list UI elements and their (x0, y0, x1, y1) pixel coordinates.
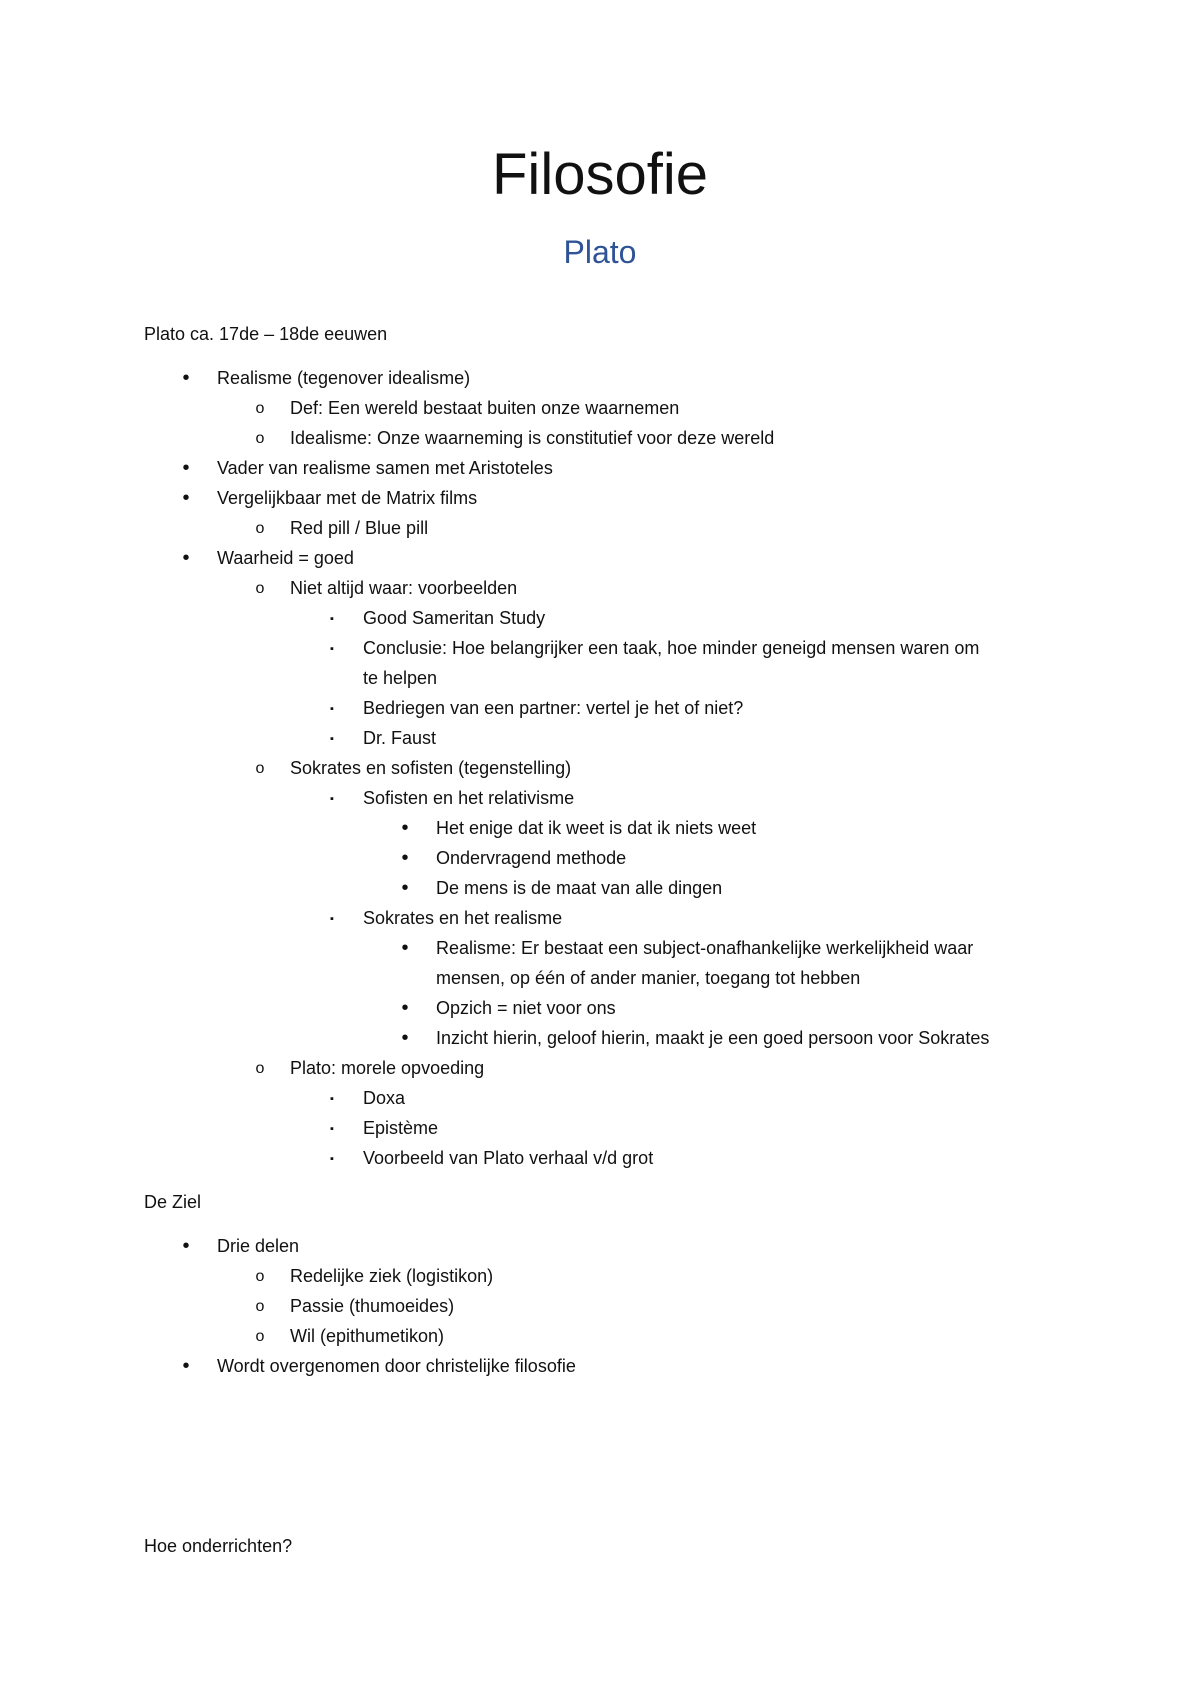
list-item: Niet altijd waar: voorbeelden (290, 578, 518, 598)
square-marker: ▪ (330, 733, 334, 745)
list-item: Passie (thumoeides) (290, 1296, 455, 1316)
list-item: Drie delen (217, 1236, 300, 1256)
list-item: Wil (epithumetikon) (290, 1326, 445, 1346)
section-heading-hoe-onderrichten: Hoe onderrichten? (144, 1536, 293, 1556)
list-item: Inzicht hierin, geloof hierin, maakt je een goed persoon voor Sokrates (436, 1028, 990, 1048)
list-item: Vader van realisme samen met Aristoteles (217, 458, 553, 478)
square-marker: ▪ (330, 703, 334, 715)
list-item: Good Sameritan Study (363, 608, 546, 628)
list-item: Voorbeeld van Plato verhaal v/d grot (363, 1148, 654, 1168)
bullet-marker: • (401, 847, 409, 869)
list-item: Dr. Faust (363, 728, 437, 748)
list-item: Ondervragend methode (436, 848, 627, 868)
list-item: Plato: morele opvoeding (290, 1058, 485, 1078)
circle-marker: o (255, 400, 265, 417)
square-marker: ▪ (330, 793, 334, 805)
list-item: Waarheid = goed (217, 548, 354, 568)
square-marker: ▪ (330, 1123, 334, 1135)
bullet-marker: • (401, 817, 409, 839)
bullet-marker: • (401, 997, 409, 1019)
bullet-marker: • (182, 1235, 190, 1257)
list-item: Opzich = niet voor ons (436, 998, 616, 1018)
intro-paragraph: Plato ca. 17de – 18de eeuwen (144, 324, 388, 344)
circle-marker: o (255, 580, 265, 597)
list-item: Sokrates en sofisten (tegenstelling) (290, 758, 572, 778)
bullet-marker: • (182, 367, 190, 389)
bullet-marker: • (182, 457, 190, 479)
list-item: Idealisme: Onze waarneming is constitutief voor deze wereld (290, 428, 775, 448)
square-marker: ▪ (330, 1153, 334, 1165)
document-subtitle: Plato (563, 234, 637, 270)
list-item: Redelijke ziek (logistikon) (290, 1266, 494, 1286)
list-item: Red pill / Blue pill (290, 518, 429, 538)
list-item: Conclusie: Hoe belangrijker een taak, hoe minder geneigd mensen waren om (363, 638, 980, 658)
circle-marker: o (255, 520, 265, 537)
bullet-marker: • (182, 1355, 190, 1377)
circle-marker: o (255, 1328, 265, 1345)
list-item: Realisme: Er bestaat een subject-onafhankelijke werkelijkheid waar (436, 938, 974, 958)
list-item: Wordt overgenomen door christelijke filosofie (217, 1356, 576, 1376)
list-item: Realisme (tegenover idealisme) (217, 368, 471, 388)
section-heading-de-ziel: De Ziel (144, 1192, 202, 1212)
bullet-marker: • (401, 937, 409, 959)
document-title: Filosofie (492, 142, 708, 207)
bullet-marker: • (401, 877, 409, 899)
list-item: Sokrates en het realisme (363, 908, 563, 928)
list-item: De mens is de maat van alle dingen (436, 878, 723, 898)
list-item-continuation: te helpen (363, 668, 438, 688)
bullet-marker: • (182, 487, 190, 509)
list-item: Bedriegen van een partner: vertel je het of niet? (363, 698, 744, 718)
list-item: Het enige dat ik weet is dat ik niets weet (436, 818, 757, 838)
square-marker: ▪ (330, 643, 334, 655)
bullet-marker: • (401, 1027, 409, 1049)
circle-marker: o (255, 1060, 265, 1077)
circle-marker: o (255, 430, 265, 447)
circle-marker: o (255, 1298, 265, 1315)
circle-marker: o (255, 1268, 265, 1285)
square-marker: ▪ (330, 1093, 334, 1105)
list-item: Epistème (363, 1118, 439, 1138)
circle-marker: o (255, 760, 265, 777)
list-item-continuation: mensen, op één of ander manier, toegang tot hebben (436, 968, 861, 988)
list-item: Vergelijkbaar met de Matrix films (217, 488, 478, 508)
list-item: Doxa (363, 1088, 406, 1108)
list-item: Sofisten en het relativisme (363, 788, 575, 808)
square-marker: ▪ (330, 613, 334, 625)
list-item: Def: Een wereld bestaat buiten onze waarnemen (290, 398, 680, 418)
bullet-marker: • (182, 547, 190, 569)
square-marker: ▪ (330, 913, 334, 925)
